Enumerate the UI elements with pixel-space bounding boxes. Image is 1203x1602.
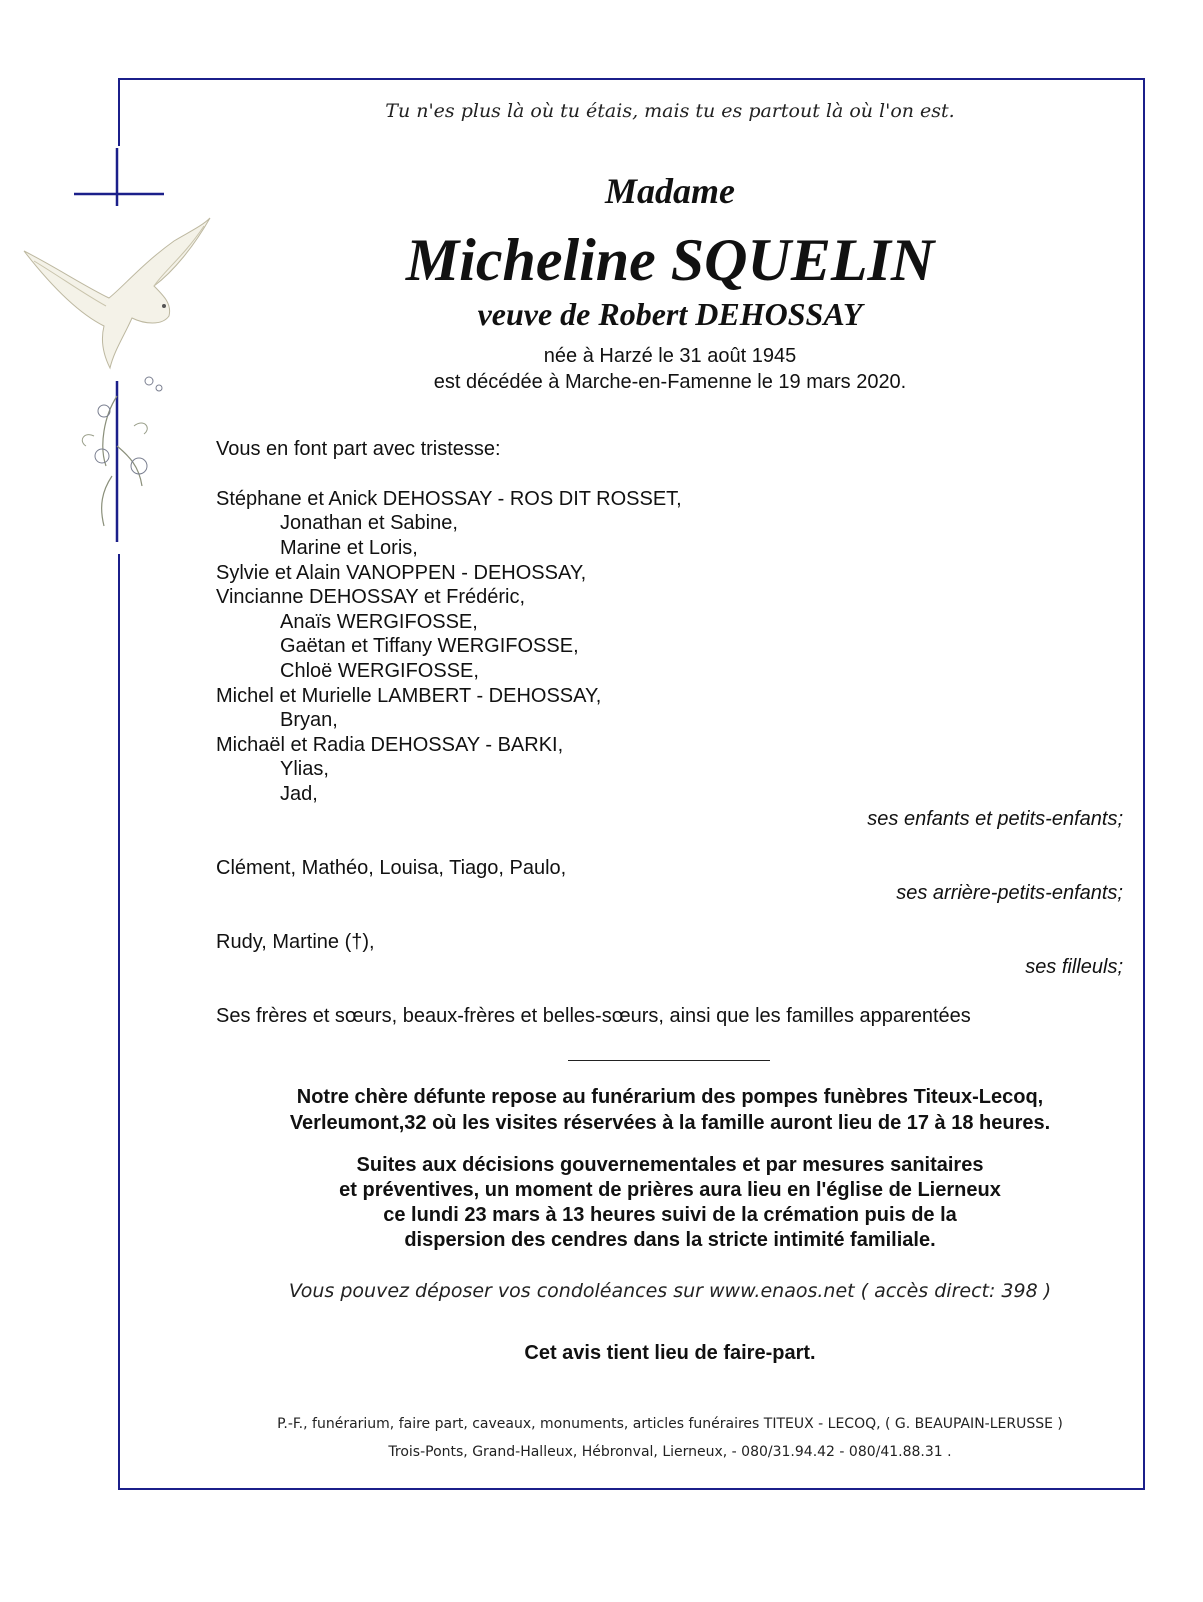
role-children: ses enfants et petits-enfants; <box>867 808 1123 830</box>
family-line: Vincianne DEHOSSAY et Frédéric, <box>216 586 526 608</box>
role-godchildren: ses filleuls; <box>1025 956 1123 978</box>
notice: Cet avis tient lieu de faire-part. <box>524 1342 816 1364</box>
birth-info: née à Harzé le 31 août 1945 <box>543 345 797 367</box>
siblings: Ses frères et sœurs, beaux-frères et belles-sœurs, ainsi que les familles apparentées <box>216 1005 971 1027</box>
family-line: Stéphane et Anick DEHOSSAY - ROS DIT ROSSET, <box>216 488 682 510</box>
condolences-note: Vous pouvez déposer vos condoléances sur www.enaos.net ( accès direct: 398 ) <box>288 1280 1052 1302</box>
widow-of: veuve de Robert DEHOSSAY <box>477 296 863 332</box>
family-line: Marine et Loris, <box>280 537 418 559</box>
funerarium-line: Notre chère défunte repose au funérarium des pompes funèbres Titeux-Lecoq, <box>296 1086 1044 1108</box>
ceremony-line: et préventives, un moment de prières aura lieu en l'église de Lierneux <box>339 1179 1001 1201</box>
footer-line: Trois-Ponts, Grand-Halleux, Hébronval, Lierneux, - 080/31.94.42 - 080/41.88.31 . <box>388 1444 952 1460</box>
godchildren: Rudy, Martine (†), <box>216 931 375 953</box>
ceremony-line: dispersion des cendres dans la stricte intimité familiale. <box>404 1229 936 1251</box>
family-line: Anaïs WERGIFOSSE, <box>280 611 478 633</box>
family-line: Ylias, <box>280 758 329 780</box>
ceremony-line: Suites aux décisions gouvernementales et par mesures sanitaires <box>356 1154 984 1176</box>
cross-dove-flower-icon <box>14 146 214 554</box>
intro-text: Vous en font part avec tristesse: <box>216 438 501 460</box>
quote: Tu n'es plus là où tu étais, mais tu es partout là où l'on est. <box>385 100 955 122</box>
family-line: Gaëtan et Tiffany WERGIFOSSE, <box>280 635 579 657</box>
footer-line: P.-F., funérarium, faire part, caveaux, monuments, articles funéraires TITEUX - LECOQ, ( G. BEAUPAIN-LERUSSE ) <box>277 1416 1063 1432</box>
ceremony-line: ce lundi 23 mars à 13 heures suivi de la crémation puis de la <box>383 1204 957 1226</box>
family-line: Michaël et Radia DEHOSSAY - BARKI, <box>216 734 564 756</box>
family-line: Chloë WERGIFOSSE, <box>280 660 479 682</box>
role-great-grandchildren: ses arrière-petits-enfants; <box>896 882 1123 904</box>
funerarium-line: Verleumont,32 où les visites réservées à la famille auront lieu de 17 à 18 heures. <box>289 1112 1051 1134</box>
family-line: Bryan, <box>280 709 338 731</box>
family-line: Sylvie et Alain VANOPPEN - DEHOSSAY, <box>216 562 587 584</box>
family-line: Jad, <box>280 783 318 805</box>
family-line: Michel et Murielle LAMBERT - DEHOSSAY, <box>216 685 602 707</box>
divider <box>568 1060 770 1061</box>
great-grandchildren: Clément, Mathéo, Louisa, Tiago, Paulo, <box>216 857 567 879</box>
family-line: Jonathan et Sabine, <box>280 512 458 534</box>
honorific: Madame <box>605 171 735 211</box>
deceased-name: Micheline SQUELIN <box>405 227 935 293</box>
death-info: est décédée à Marche-en-Famenne le 19 mars 2020. <box>433 371 907 393</box>
